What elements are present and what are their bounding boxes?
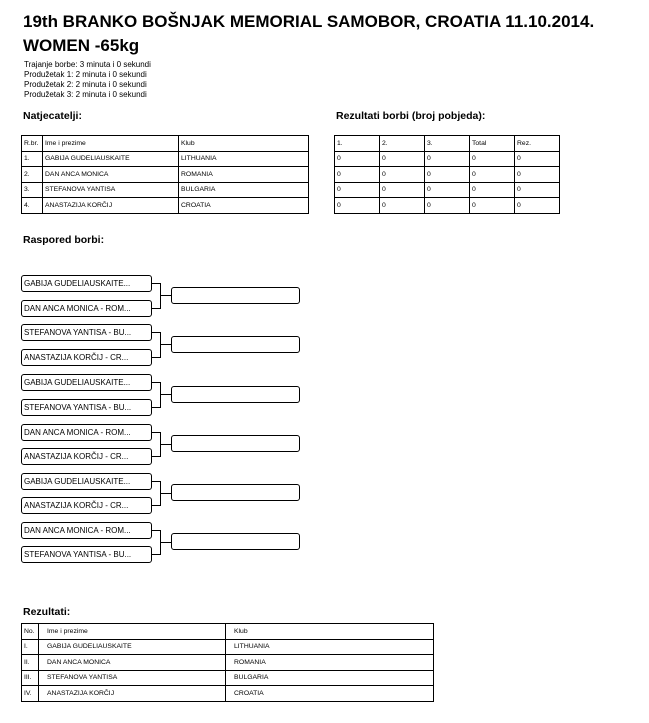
table-row [335, 198, 560, 214]
table-cell: 4. [22, 198, 43, 214]
final-results-table [21, 623, 434, 702]
table-cell: 0 [515, 182, 560, 198]
table-cell: 2. [22, 167, 43, 183]
bout-winner-slot[interactable] [171, 484, 300, 501]
table-cell: 0 [425, 198, 470, 214]
table-cell: 3. [22, 182, 43, 198]
fighter-slot[interactable]: GABIJA GUDELIAUSKAITE... [21, 473, 152, 490]
table-cell: I. [22, 639, 39, 655]
table-cell: ANASTAZIJA KORČIJ [39, 686, 226, 702]
table-cell: 0 [470, 151, 515, 167]
bracket-line [160, 493, 171, 494]
table-cell: STEFANOVA YANTISA [39, 670, 226, 686]
bout-winner-slot[interactable] [171, 435, 300, 452]
fighter-slot[interactable]: DAN ANCA MONICA - ROM... [21, 424, 152, 441]
column-header: 3. [425, 136, 470, 152]
table-cell: LITHUANIA [226, 639, 434, 655]
table-cell: 0 [470, 182, 515, 198]
fighter-slot[interactable]: ANASTAZIJA KORČIJ - CR... [21, 349, 152, 366]
table-cell: ROMANIA [179, 167, 309, 183]
table-cell: 0 [380, 167, 425, 183]
fighter-slot[interactable]: GABIJA GUDELIAUSKAITE... [21, 275, 152, 292]
duration-line: Produžetak 1: 2 minuta i 0 sekundi [24, 70, 147, 79]
column-header: Ime i prezime [39, 624, 226, 640]
fighter-slot[interactable]: GABIJA GUDELIAUSKAITE... [21, 374, 152, 391]
table-cell: 0 [335, 167, 380, 183]
table-cell: 0 [515, 151, 560, 167]
fighter-slot[interactable]: DAN ANCA MONICA - ROM... [21, 300, 152, 317]
column-header: Ime i prezime [43, 136, 179, 152]
table-cell: CROATIA [226, 686, 434, 702]
table-cell: 0 [380, 198, 425, 214]
table-cell: 0 [335, 198, 380, 214]
table-cell: 0 [425, 151, 470, 167]
column-header: Rez. [515, 136, 560, 152]
duration-line: Produžetak 2: 2 minuta i 0 sekundi [24, 80, 147, 89]
column-header: Klub [179, 136, 309, 152]
table-cell: BULGARIA [226, 670, 434, 686]
bracket-line [160, 394, 171, 395]
table-cell: ROMANIA [226, 655, 434, 671]
fighter-slot[interactable]: ANASTAZIJA KORČIJ - CR... [21, 448, 152, 465]
table-cell: 0 [425, 182, 470, 198]
bout-winner-slot[interactable] [171, 287, 300, 304]
bout-winner-slot[interactable] [171, 533, 300, 550]
table-header-row [22, 136, 309, 152]
table-cell: GABIJA GUDELIAUSKAITE [43, 151, 179, 167]
table-cell: BULGARIA [179, 182, 309, 198]
bout-winner-slot[interactable] [171, 336, 300, 353]
table-cell: 0 [380, 182, 425, 198]
fighter-slot[interactable]: STEFANOVA YANTISA - BU... [21, 546, 152, 563]
bout-results-table [334, 135, 560, 214]
table-row [22, 639, 434, 655]
competitors-table [21, 135, 309, 214]
table-row [22, 167, 309, 183]
fighter-slot[interactable]: ANASTAZIJA KORČIJ - CR... [21, 497, 152, 514]
table-cell: ANASTAZIJA KORČIJ [43, 198, 179, 214]
table-header-row [335, 136, 560, 152]
table-row [22, 182, 309, 198]
table-cell: 0 [515, 198, 560, 214]
column-header: Klub [226, 624, 434, 640]
bracket-line [160, 295, 171, 296]
fighter-slot[interactable]: STEFANOVA YANTISA - BU... [21, 324, 152, 341]
column-header: 2. [380, 136, 425, 152]
bracket-line [160, 444, 171, 445]
column-header: R.br. [22, 136, 43, 152]
table-row [22, 198, 309, 214]
fighter-slot[interactable]: DAN ANCA MONICA - ROM... [21, 522, 152, 539]
table-cell: STEFANOVA YANTISA [43, 182, 179, 198]
table-row [22, 655, 434, 671]
column-header: Total [470, 136, 515, 152]
table-row [335, 167, 560, 183]
table-cell: 0 [335, 182, 380, 198]
duration-line: Produžetak 3: 2 minuta i 0 sekundi [24, 90, 147, 99]
table-row [335, 151, 560, 167]
table-header-row [22, 624, 434, 640]
bracket-line [160, 542, 171, 543]
column-header: 1. [335, 136, 380, 152]
table-cell: 0 [335, 151, 380, 167]
column-header: No. [22, 624, 39, 640]
table-cell: 0 [470, 167, 515, 183]
table-cell: 0 [380, 151, 425, 167]
table-cell: DAN ANCA MONICA [43, 167, 179, 183]
table-cell: 0 [515, 167, 560, 183]
table-cell: 0 [470, 198, 515, 214]
table-cell: IV. [22, 686, 39, 702]
bracket-line [160, 344, 171, 345]
table-row [22, 686, 434, 702]
bout-results-heading: Rezultati borbi (broj pobjeda): [336, 110, 486, 122]
competitors-heading: Natjecatelji: [23, 110, 82, 122]
bout-winner-slot[interactable] [171, 386, 300, 403]
table-row [335, 182, 560, 198]
table-cell: GABIJA GUDELIAUSKAITE [39, 639, 226, 655]
table-cell: LITHUANIA [179, 151, 309, 167]
fighter-slot[interactable]: STEFANOVA YANTISA - BU... [21, 399, 152, 416]
duration-line: Trajanje borbe: 3 minuta i 0 sekundi [24, 60, 151, 69]
table-cell: II. [22, 655, 39, 671]
table-cell: CROATIA [179, 198, 309, 214]
schedule-heading: Raspored borbi: [23, 234, 105, 246]
final-results-heading: Rezultati: [23, 606, 71, 618]
table-cell: III. [22, 670, 39, 686]
table-cell: 0 [425, 167, 470, 183]
page-title: 19th BRANKO BOŠNJAK MEMORIAL SAMOBOR, CROATIA 11.10.2014. [23, 12, 595, 31]
table-cell: 1. [22, 151, 43, 167]
table-row [22, 670, 434, 686]
table-cell: DAN ANCA MONICA [39, 655, 226, 671]
weight-category: WOMEN -65kg [23, 36, 140, 55]
table-row [22, 151, 309, 167]
